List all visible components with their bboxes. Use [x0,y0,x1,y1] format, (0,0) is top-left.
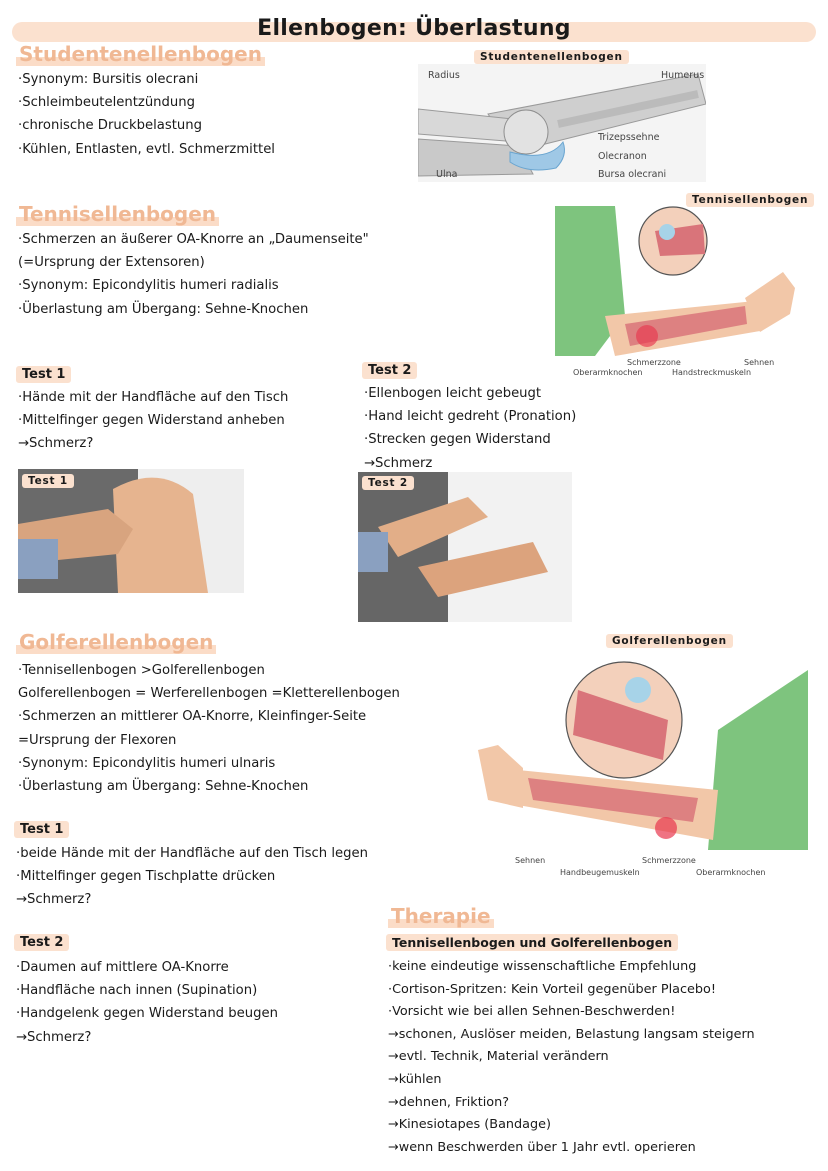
label-schmerzzone: Schmerzzone [627,358,681,367]
golfer-test2-list [16,956,278,1049]
list-item: =Ursprung der Flexoren [18,732,177,748]
golfer-test1-badge: Test 1 [14,821,69,838]
tennis-heading: Tennisellenbogen [16,202,219,226]
student-figure-label: Studentenellenbogen [474,50,629,64]
list-item: ·chronische Druckbelastung [18,118,202,134]
list-item: ·Vorsicht wie bei allen Sehnen-Beschwerden! [388,1004,676,1020]
golfer-elbow-illustration [478,650,808,860]
list-item: ·beide Hände mit der Handfläche auf den Tisch legen [16,846,368,861]
tennis-test2-badge: Test 2 [362,362,417,379]
tennis-test1-badge: Test 1 [16,366,71,383]
tennis-test2-list [364,382,576,475]
list-item: ·Handfläche nach innen (Supination) [16,983,258,999]
therapy-heading: Therapie [388,904,494,928]
list-item: ·Kühlen, Entlasten, evtl. Schmerzmittel [18,141,275,157]
list-item: ·Schmerzen an mittlerer OA-Knorre, Kleinfinger-Seite [18,709,367,725]
list-item: ·Synonym: Epicondylitis humeri radialis [18,278,279,294]
list-item: →wenn Beschwerden über 1 Jahr evtl. operieren [388,1139,696,1155]
list-item: →Kinesiotapes (Bandage) [388,1117,551,1133]
tennis-list [18,228,369,321]
list-item: ·Synonym: Epicondylitis humeri ulnaris [18,755,276,771]
list-item: ·Mittelfinger gegen Tischplatte drücken [16,869,276,885]
list-item: →evtl. Technik, Material verändern [388,1049,609,1065]
list-item: ·Handgelenk gegen Widerstand beugen [16,1006,278,1022]
golfer-figure-label: Golferellenbogen [606,634,733,648]
page-title: Ellenbogen: Überlastung [257,16,571,41]
tennis-elbow-illustration [555,206,800,374]
list-item: ·Tennisellenbogen >Golferellenbogen [18,663,265,678]
student-heading: Studentenellenbogen [16,42,265,66]
list-item: ·Cortison-Spritzen: Kein Vorteil gegenüber Placebo! [388,981,716,997]
label-oberarmknochen: Oberarmknochen [696,868,766,877]
list-item: →schonen, Auslöser meiden, Belastung langsam steigern [388,1026,755,1042]
therapy-list [388,956,755,1159]
list-item: Golferellenbogen = Werferellenbogen =Kletterellenbogen [18,686,400,702]
list-item: ·Überlastung am Übergang: Sehne-Knochen [18,301,309,317]
list-item: ·Daumen auf mittlere OA-Knorre [16,960,229,975]
golfer-test1-list [16,842,368,912]
label-sehnen: Sehnen [744,358,775,367]
label-bursa: Bursa olecrani [598,169,667,180]
tennis-test2-photo [358,472,572,622]
list-item: ·Ellenbogen leicht gebeugt [364,386,542,401]
golfer-list [18,659,400,798]
label-oberarmknochen: Oberarmknochen [573,368,643,377]
therapy-subheading: Tennisellenbogen und Golferellenbogen [386,934,678,951]
list-item: →dehnen, Friktion? [388,1094,510,1110]
list-item: ·Synonym: Bursitis olecrani [18,72,199,87]
label-schmerzzone: Schmerzzone [642,856,696,865]
test1-photo-label: Test 1 [22,474,74,488]
student-elbow-illustration [418,64,706,182]
label-olecranon: Olecranon [598,151,647,162]
label-handstreckmuskeln: Handstreckmuskeln [672,368,752,377]
list-item: ·Schleimbeutelentzündung [18,95,195,111]
list-item: ·keine eindeutige wissenschaftliche Empfehlung [388,959,697,974]
label-handbeugemuskeln: Handbeugemuskeln [560,868,640,877]
list-item: →Schmerz [364,455,433,471]
list-item: ·Hände mit der Handfläche auf den Tisch [18,390,289,405]
list-item: (=Ursprung der Extensoren) [18,255,205,271]
list-item: ·Überlastung am Übergang: Sehne-Knochen [18,779,309,795]
list-item: →Schmerz? [18,436,94,452]
list-item: ·Mittelfinger gegen Widerstand anheben [18,413,285,429]
list-item: →kühlen [388,1071,442,1087]
list-item: ·Schmerzen an äußerer OA-Knorre an „Daumenseite" [18,232,369,247]
list-item: →Schmerz? [16,892,92,908]
list-item: →Schmerz? [16,1029,92,1045]
list-item: ·Strecken gegen Widerstand [364,432,551,448]
tennis-test1-list [18,386,288,456]
student-list [18,68,275,161]
golfer-test2-badge: Test 2 [14,934,69,951]
label-trizepssehne: Trizepssehne [598,132,660,143]
list-item: ·Hand leicht gedreht (Pronation) [364,409,577,425]
label-humerus: Humerus [661,70,705,81]
label-ulna: Ulna [436,169,458,180]
tennis-figure-label: Tennisellenbogen [686,193,814,207]
label-sehnen: Sehnen [515,856,546,865]
label-radius: Radius [428,70,460,81]
test2-photo-label: Test 2 [362,476,414,490]
golfer-heading: Golferellenbogen [16,630,216,654]
